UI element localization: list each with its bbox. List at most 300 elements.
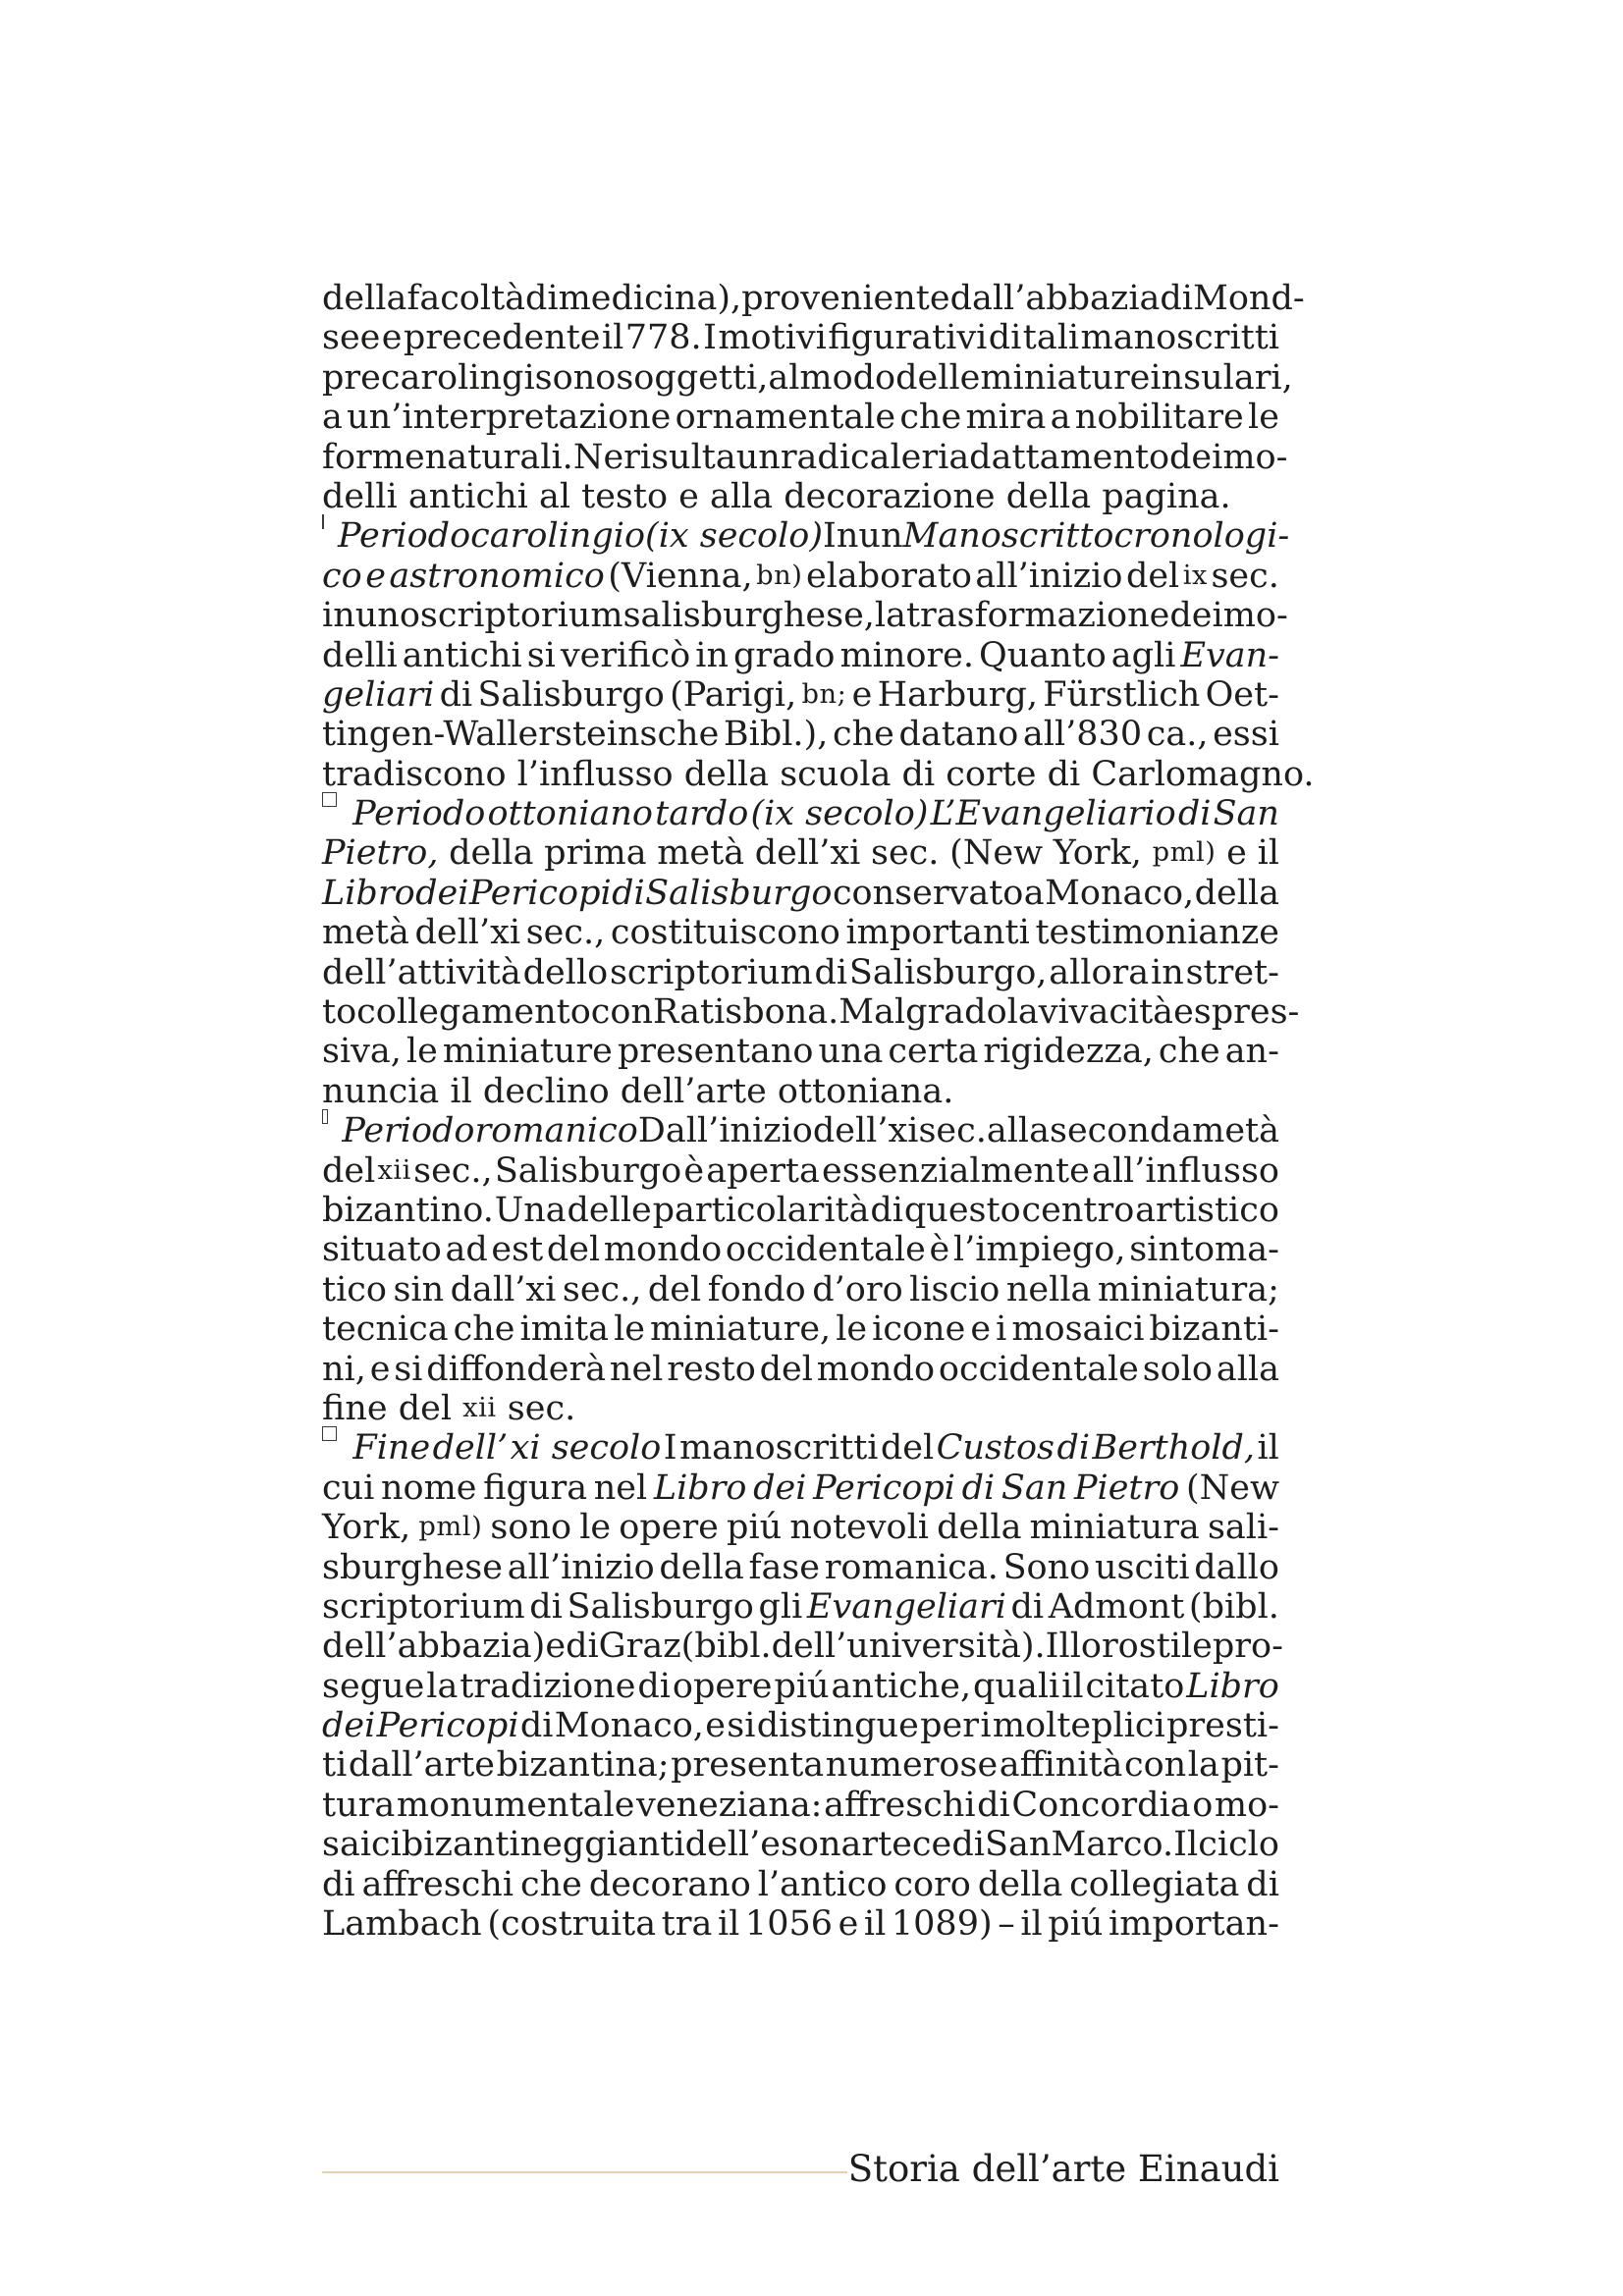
word: al [768,357,800,398]
word: Salisburgo [477,674,665,715]
word: bn; [801,678,847,710]
word: seconda [1049,1111,1193,1151]
word: di [1177,794,1212,834]
word: York, [322,1508,411,1548]
word: alla [1216,1349,1279,1389]
word: geliari [322,674,435,715]
text-line [322,398,1279,437]
word: le [1248,398,1279,438]
text-line [322,477,1279,516]
word: xii [377,1154,411,1186]
word: dell’xi [754,833,861,874]
word: motivi [718,318,827,358]
word: riadattamento [921,437,1170,477]
word: e [545,1627,567,1667]
word: tico [322,1269,387,1309]
body-text [322,279,1315,1945]
word: Bibl.), [723,715,829,755]
word: Periodo [352,794,486,834]
word: di [612,873,645,913]
word: nel [609,1349,664,1389]
word: antichi [402,635,522,675]
word: ca., [1146,715,1209,755]
text-line [322,1587,1279,1627]
word: di [951,1825,985,1865]
text-line [322,992,1300,1033]
word: figura [483,1468,588,1508]
word: mondo [603,1230,723,1270]
word: Libro [653,1468,747,1508]
word: Pietro, [322,833,439,874]
word: romanica. [824,1547,999,1587]
word: bizantina; [496,1745,670,1786]
word: delli [322,635,398,675]
word: siva, [322,1032,402,1072]
word: di [870,1190,903,1230]
word: Libro [1186,1666,1279,1706]
word: dello [522,952,609,992]
footer-title: Storia dell’arte Einaudi [847,2148,1279,2190]
word: in [1151,952,1184,992]
text-line [322,357,1293,398]
word: icone [872,1309,966,1350]
word: ni, [322,1349,366,1389]
section-marker-icon [322,1109,328,1124]
word: dei [753,1468,807,1508]
word: naturali. [424,437,573,477]
word: prima [544,833,647,874]
word: che [520,1864,582,1904]
word: verificò [560,635,691,675]
text-line [322,1508,1279,1547]
word: sec. [496,1388,576,1428]
word: un [735,437,781,477]
word: allora [1049,952,1150,992]
word: certa [888,1032,979,1072]
word: xi secolo [510,1428,662,1468]
text-line [322,675,1279,715]
word: sali- [1207,1508,1279,1548]
word: Il [1173,1825,1199,1865]
word: dei [415,873,469,913]
word: il [1257,1428,1279,1468]
word: to [322,992,357,1033]
word: che [453,1309,515,1350]
word: l’impiego, [952,1230,1126,1270]
word: di [1056,1428,1091,1468]
word: essenzialmente [822,1150,1090,1191]
word: (Vienna, [608,556,753,596]
word: all’830 [1022,715,1143,755]
word: nobilitare [1074,398,1244,438]
word: tecnica [322,1309,449,1350]
word: di [814,952,848,992]
word: di [637,1666,671,1706]
word: coro [893,1864,971,1904]
word: del [322,1150,376,1191]
word: agli [1110,635,1176,675]
word: il [1257,833,1279,874]
word: le [406,1032,438,1072]
word: sec. [1211,556,1279,596]
word: e [365,556,386,596]
text-line [322,1151,1279,1191]
word: (New [949,833,1044,874]
word: del [1125,556,1180,596]
word: scriptorium [322,1586,525,1627]
word: elaborato [805,556,972,596]
word: usciti [1094,1547,1190,1587]
word: e [705,1706,726,1746]
word: (ix secolo) [750,794,929,834]
word: una [818,1032,884,1072]
word: il [863,1904,887,1945]
word: Berthold, [1092,1428,1256,1468]
word: miniatura [1029,1508,1200,1548]
word: i [980,1706,992,1746]
word: con [590,992,653,1033]
word: Periodo [342,1111,475,1151]
word: dell’ [432,1428,509,1468]
word: dei [322,1706,376,1746]
word: Pericopi [376,1706,519,1746]
word: mondo [816,1349,936,1389]
word: delle [895,357,981,398]
word: bizantineggianti [401,1825,685,1865]
word: mo- [1222,437,1288,477]
word: del [647,1269,702,1309]
word: dell’università). [771,1627,1046,1667]
word: (bibl. [680,1627,772,1667]
word: e [381,318,403,358]
text-line [322,1627,1283,1667]
word: Manoscritto [902,516,1114,557]
word: ciclo [1198,1825,1279,1865]
word: di [988,318,1022,358]
word: San [1213,794,1279,834]
word: Ne [572,437,624,477]
word: Monaco, [554,1706,704,1746]
word: San [985,1825,1052,1865]
word: forme [322,437,425,477]
word: pro- [1212,1627,1283,1667]
word: citato [1085,1666,1185,1706]
word: stret- [1185,952,1279,992]
word: cui [322,1468,375,1508]
text-line [322,1350,1279,1389]
word: decorano [588,1864,751,1904]
word: sec. [918,1111,987,1151]
word: ornamentale [675,398,896,438]
section-marker-icon [322,1426,337,1441]
word: all’influsso [1091,1150,1279,1191]
text-line [322,1468,1279,1508]
word: di [1246,1864,1279,1904]
word: situato [322,1230,442,1270]
text-line [322,557,1279,596]
word: York, [1053,833,1142,874]
word: e [1226,833,1247,874]
word: Salisburgo, [848,952,1048,992]
word: Oet- [1205,674,1279,715]
word: liscio [909,1269,1001,1309]
word: dallo [1194,1547,1279,1587]
word: il [601,318,624,358]
word: Lambach [322,1904,482,1945]
word: della [977,1864,1063,1904]
word: scriptorium [419,596,623,636]
word: presti- [1166,1706,1279,1746]
word: manoscritti [678,1428,879,1468]
word: l’antico [757,1864,888,1904]
word: sono [490,1508,572,1548]
word: dall’arte [348,1745,496,1786]
word: bn) [756,560,803,591]
word: si [727,1706,756,1746]
word: proveniente [741,279,950,318]
text-line [322,516,1290,557]
word: veneziana: [636,1785,823,1825]
word: dell’xi [414,913,521,953]
word: i [996,1309,1007,1350]
word: della [449,833,534,874]
word: tradizione [460,1666,636,1706]
word: Malgrado [839,992,1007,1033]
word: (New [1185,1468,1279,1508]
word: San [1001,1468,1068,1508]
word: occidentale [725,1230,926,1270]
word: miniature [980,357,1151,398]
word: che [899,398,962,438]
word: ad [445,1230,488,1270]
word: segue [322,1666,425,1706]
text-line [322,1428,1279,1468]
word: Fine [352,1428,431,1468]
text-line [322,1904,1279,1944]
section-marker-icon [322,514,324,529]
word: Evangeliari [806,1586,1006,1627]
word: Ratisbona. [653,992,839,1033]
word: sono [534,357,617,398]
word: solo [1142,1349,1214,1389]
word: grado [732,635,836,675]
word: occidentale [938,1349,1139,1389]
word: o [1192,1785,1214,1825]
word: Il [1045,1627,1070,1667]
word: dell’abbazia) [322,1627,546,1667]
text-line [322,1865,1279,1904]
word: pml) [1152,837,1217,869]
word: la [426,1666,459,1706]
word: Admont [1048,1586,1185,1627]
word: d’oro [812,1269,903,1309]
word: notevoli [789,1508,929,1548]
word: all’inizio [507,1547,655,1587]
word: tura [322,1785,396,1825]
word: di [519,1706,554,1746]
text-line [322,913,1279,952]
word: di [525,279,559,318]
word: 1056 [744,1904,833,1945]
word: bizanti- [1149,1309,1279,1350]
word: miniature [442,1032,613,1072]
footer-rule [322,2171,847,2173]
text-line [322,1706,1279,1745]
word: monumentale [396,1785,635,1825]
word: Monaco, [1045,873,1195,913]
word: stile [1138,1627,1213,1667]
word: dei [1169,596,1223,636]
word: che [832,715,894,755]
word: modo [799,357,896,398]
text-line [322,1786,1279,1825]
word: co [322,556,362,596]
word: nel [593,1468,648,1508]
word: insulari, [1150,357,1293,398]
word: in [322,596,355,636]
word: (Parigi, [670,674,797,715]
word: sin [393,1269,445,1309]
word: un’interpretazione [347,398,672,438]
word: ix [1182,560,1208,591]
word: radicale [780,437,922,477]
word: Una [494,1190,567,1230]
word: a [322,398,343,438]
text-line [322,874,1279,913]
word: a [1050,398,1071,438]
text-line [322,833,1279,873]
text-line [322,1230,1279,1269]
word: metà [1192,1111,1279,1151]
word: presentano [617,1032,814,1072]
word: vivacità [1038,992,1174,1033]
word: romanico [474,1111,638,1151]
section-marker-icon [322,792,337,807]
text-line [322,1745,1279,1785]
word: precedente [403,318,601,358]
word: del [759,1349,813,1389]
word: con [1123,1745,1187,1786]
word: costituiscono [610,913,840,953]
word: Quanto [979,635,1107,675]
text-line [322,437,1288,477]
word: di [439,674,473,715]
word: di [1160,279,1193,318]
word: Salisburgo [645,873,833,913]
text-line [322,1191,1279,1230]
word: Salisburgo [567,1586,754,1627]
word: trasformazione [905,596,1170,636]
word: di [1010,1586,1045,1627]
text-line [322,636,1279,675]
word: nella [1005,1269,1092,1309]
word: Dall’inizio [637,1111,813,1151]
word: miniatura; [1097,1269,1279,1309]
word: fase [748,1547,820,1587]
word: Graz [598,1627,681,1667]
word: e [851,674,873,715]
word: see [322,318,381,358]
text-line [322,279,1305,318]
word: centro [1021,1190,1135,1230]
word: sec. [871,833,940,874]
word: affinità [999,1745,1123,1786]
text-line [322,1825,1279,1864]
word: la [874,596,906,636]
word: e [838,1904,859,1945]
word: in [695,635,729,675]
word: Marco. [1051,1825,1174,1865]
word: miniature, [650,1309,832,1350]
word: dall’xi [450,1269,557,1309]
word: pml) [418,1512,483,1543]
word: ti [322,1745,348,1786]
word: L’Evangeliario [930,794,1176,834]
text-line [322,715,1279,754]
word: delle [567,1190,652,1230]
word: la [1187,1745,1219,1786]
text-line [322,754,1315,794]
word: risulta [623,437,736,477]
word: facoltà [406,279,525,318]
word: conservato [832,873,1024,913]
word: dei [1169,437,1223,477]
word: di [566,1627,599,1667]
word: della [322,279,407,318]
word: opere [619,1508,719,1548]
word: molteplici [992,1706,1165,1746]
word: fondo [707,1269,806,1309]
word: datano [898,715,1019,755]
word: di [961,1468,996,1508]
word: piú [727,1508,783,1548]
word: della [937,1508,1022,1548]
word: metà [657,833,745,874]
text-line [322,794,1279,833]
word: importan- [1109,1904,1279,1945]
word: mira [965,398,1047,438]
word: quali [973,1666,1060,1706]
word: il [717,1904,740,1945]
word: collegiata [1069,1864,1240,1904]
word: espres- [1173,992,1300,1033]
word: I [703,318,717,358]
word: (costruita [487,1904,657,1945]
word: 1089) [891,1904,993,1945]
word: rigidezza, [983,1032,1154,1072]
word: le [836,1309,868,1350]
word: Mond- [1193,279,1305,318]
text-line [322,318,1279,357]
word: figurativi [828,318,988,358]
word: Pietro [1073,1468,1180,1508]
word: (ix secolo) [645,516,824,557]
word: est [491,1230,544,1270]
word: metà [322,913,409,953]
word: – [998,1904,1015,1945]
word: particolarità [652,1190,870,1230]
text-line [322,1111,1279,1150]
word: mo- [1222,596,1288,636]
word: pit- [1220,1745,1279,1786]
text-line [322,1548,1279,1587]
word: le [579,1508,612,1548]
word: Concordia [1011,1785,1191,1825]
word: loro [1069,1627,1139,1667]
word: 778. [624,318,702,358]
word: il [1020,1904,1043,1945]
word: sec., [562,1269,642,1309]
